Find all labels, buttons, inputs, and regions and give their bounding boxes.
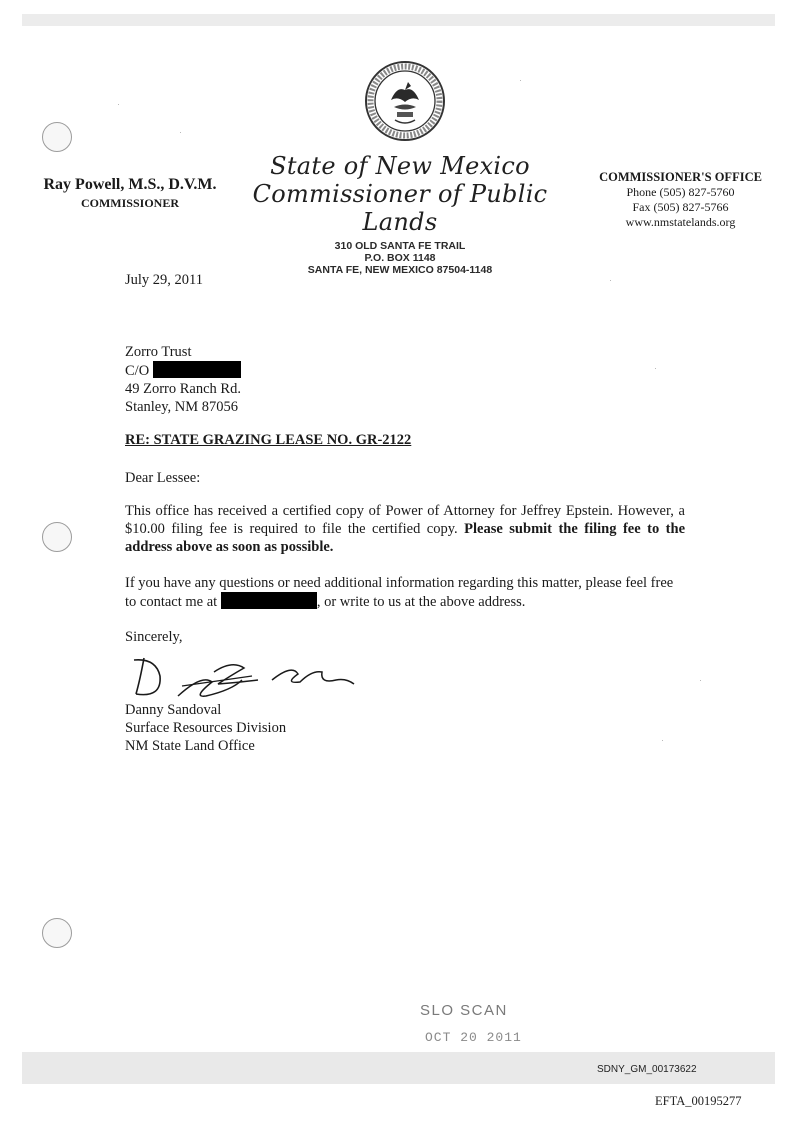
bates-number: SDNY_GM_00173622 [597,1064,697,1075]
recipient-name: Zorro Trust [125,344,192,360]
commissioner-block [30,176,230,211]
office-fax: Fax (505) 827-5766 [632,200,729,214]
scan-speck [655,368,656,369]
letterhead-agency: Commissioner of Public Lands [252,180,548,236]
letterhead [250,152,550,276]
letterhead-state: State of New Mexico [270,152,530,180]
recipient-city: Stanley, NM 87056 [125,399,239,415]
letter-subject: RE: STATE GRAZING LEASE NO. GR-2122 [125,432,412,448]
letter-paragraph-1: This office has received a certified copy of Power of Attorney for Jeffrey Epstein. However, a $10.00 filing fee is required to file the certified copy. Please submit the filing fee to the address above as soon as possible. [125,503,686,555]
state-seal-logo [364,60,446,142]
scan-stamp-date: OCT 20 2011 [425,1030,522,1045]
punch-hole [42,522,72,552]
redaction-box [221,592,317,609]
letter-paragraph-2: If you have any questions or need additional information regarding this matter, please feel free to contact me at , or write to us at the above address. [125,575,674,610]
efta-number: EFTA_00195277 [655,1094,742,1108]
scan-top-band [22,14,775,26]
signer-name: Danny Sandoval [125,702,222,718]
signer-division: Surface Resources Division [125,720,287,736]
scan-speck [662,740,663,741]
redaction-box [153,361,241,378]
office-website: www.nmstatelands.org [625,215,736,229]
commissioner-title: COMMISSIONER [80,196,179,210]
scan-speck [180,132,181,133]
letter-closing: Sincerely, [125,629,183,645]
recipient-street: 49 Zorro Ranch Rd. [125,381,241,397]
scan-speck [610,280,611,281]
letterhead-address-box: P.O. BOX 1148 [364,252,436,264]
scan-speck [118,104,119,105]
office-title: COMMISSIONER'S OFFICE [599,170,762,184]
scan-speck [520,80,521,81]
office-phone: Phone (505) 827-5760 [626,185,735,199]
scan-stamp: SLO SCAN [420,1002,508,1019]
office-contact-block [588,170,773,230]
letterhead-address-street: 310 OLD SANTA FE TRAIL [334,240,466,252]
recipient-care-of: C/O [125,361,685,380]
commissioner-name: Ray Powell, M.S., D.V.M. [43,176,217,193]
recipient-address [125,343,685,416]
punch-hole [42,122,72,152]
signer-block [125,701,685,755]
letter-salutation: Dear Lessee: [125,470,201,486]
signer-office: NM State Land Office [125,738,255,754]
letterhead-address-city: SANTA FE, NEW MEXICO 87504-1148 [307,264,493,276]
scan-speck [700,680,701,681]
letter-date: July 29, 2011 [125,272,204,288]
punch-hole [42,918,72,948]
